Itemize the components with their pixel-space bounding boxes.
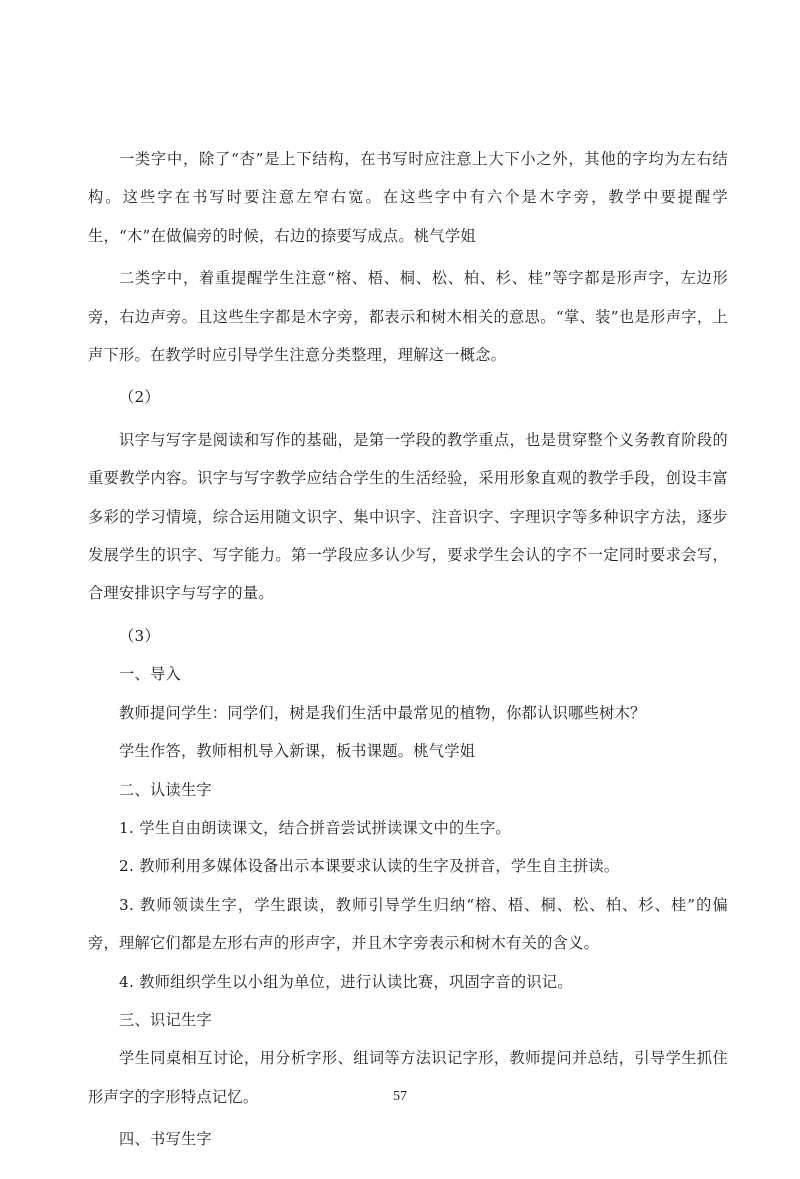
heading-write-characters: 四、书写生字 (119, 1130, 212, 1149)
list-item-3: 3. 教师领读生字，学生跟读，教师引导学生归纳“榕、梧、桐、松、柏、杉、桂”的偏旁，理解它们都是左形右声的形声字，并且木字旁表示和树木有关的含义。 (88, 895, 728, 953)
list-item-4: 4. 教师组织学生以小组为单位，进行认读比赛，巩固字音的识记。 (119, 972, 573, 991)
section-marker-3: （3） (119, 626, 160, 645)
body-text (88, 140, 728, 1159)
paragraph-teacher-question: 教师提问学生：同学们，树是我们生活中最常见的植物，你都认识哪些树木？ (119, 703, 646, 722)
list-item-1: 1. 学生自由朗读课文，结合拼音尝试拼读课文中的生字。 (119, 818, 511, 837)
heading-introduction: 一、导入 (119, 665, 181, 684)
paragraph-literacy-writing: 识字与写字是阅读和写作的基础，是第一学段的教学重点，也是贯穿整个义务教育阶段的重要教学内容。识字与写字教学应结合学生的生活经验，采用形象直观的教学手段，创设丰富多彩的学习情境，综合运用随文识字、集中识字、注音识字、字理识字等多种识字方法，逐步发展学生的识字、写字能力。第一学段应多认少写，要求学生会认的字不一定同时要求会写，合理安排识字与写字的量。 (88, 430, 728, 603)
heading-memorize-characters: 三、识记生字 (119, 1010, 212, 1029)
paragraph-class-two-characters: 二类字中，着重提醒学生注意“榕、梧、桐、松、柏、杉、桂”等字都是形声字，左边形旁，右边声旁。且这些生字都是木字旁，都表示和树木相关的意思。“掌、装”也是形声字，上声下形。在教学时应引导学生注意分类整理，理解这一概念。 (88, 269, 728, 365)
paragraph-memorize-method: 学生同桌相互讨论，用分析字形、组词等方法识记字形，教师提问并总结，引导学生抓住形声字的字形特点记忆。 (88, 1049, 728, 1106)
section-marker-2: （2） (119, 388, 160, 407)
paragraph-class-one-characters: 一类字中，除了“杏”是上下结构，在书写时应注意上大下小之外，其他的字均为左右结构。这些字在书写时要注意左窄右宽。在这些字中有六个是木字旁，教学中要提醒学生，“木”在做偏旁的时候，右边的捺要写成点。桃气学姐 (88, 150, 728, 245)
page-number: 57 (393, 1089, 407, 1104)
paragraph-student-answer: 学生作答，教师相机导入新课，板书课题。桃气学姐 (119, 742, 476, 761)
list-item-2: 2. 教师利用多媒体设备出示本课要求认读的生字及拼音，学生自主拼读。 (119, 857, 620, 876)
heading-read-new-characters: 二、认读生字 (119, 780, 212, 799)
